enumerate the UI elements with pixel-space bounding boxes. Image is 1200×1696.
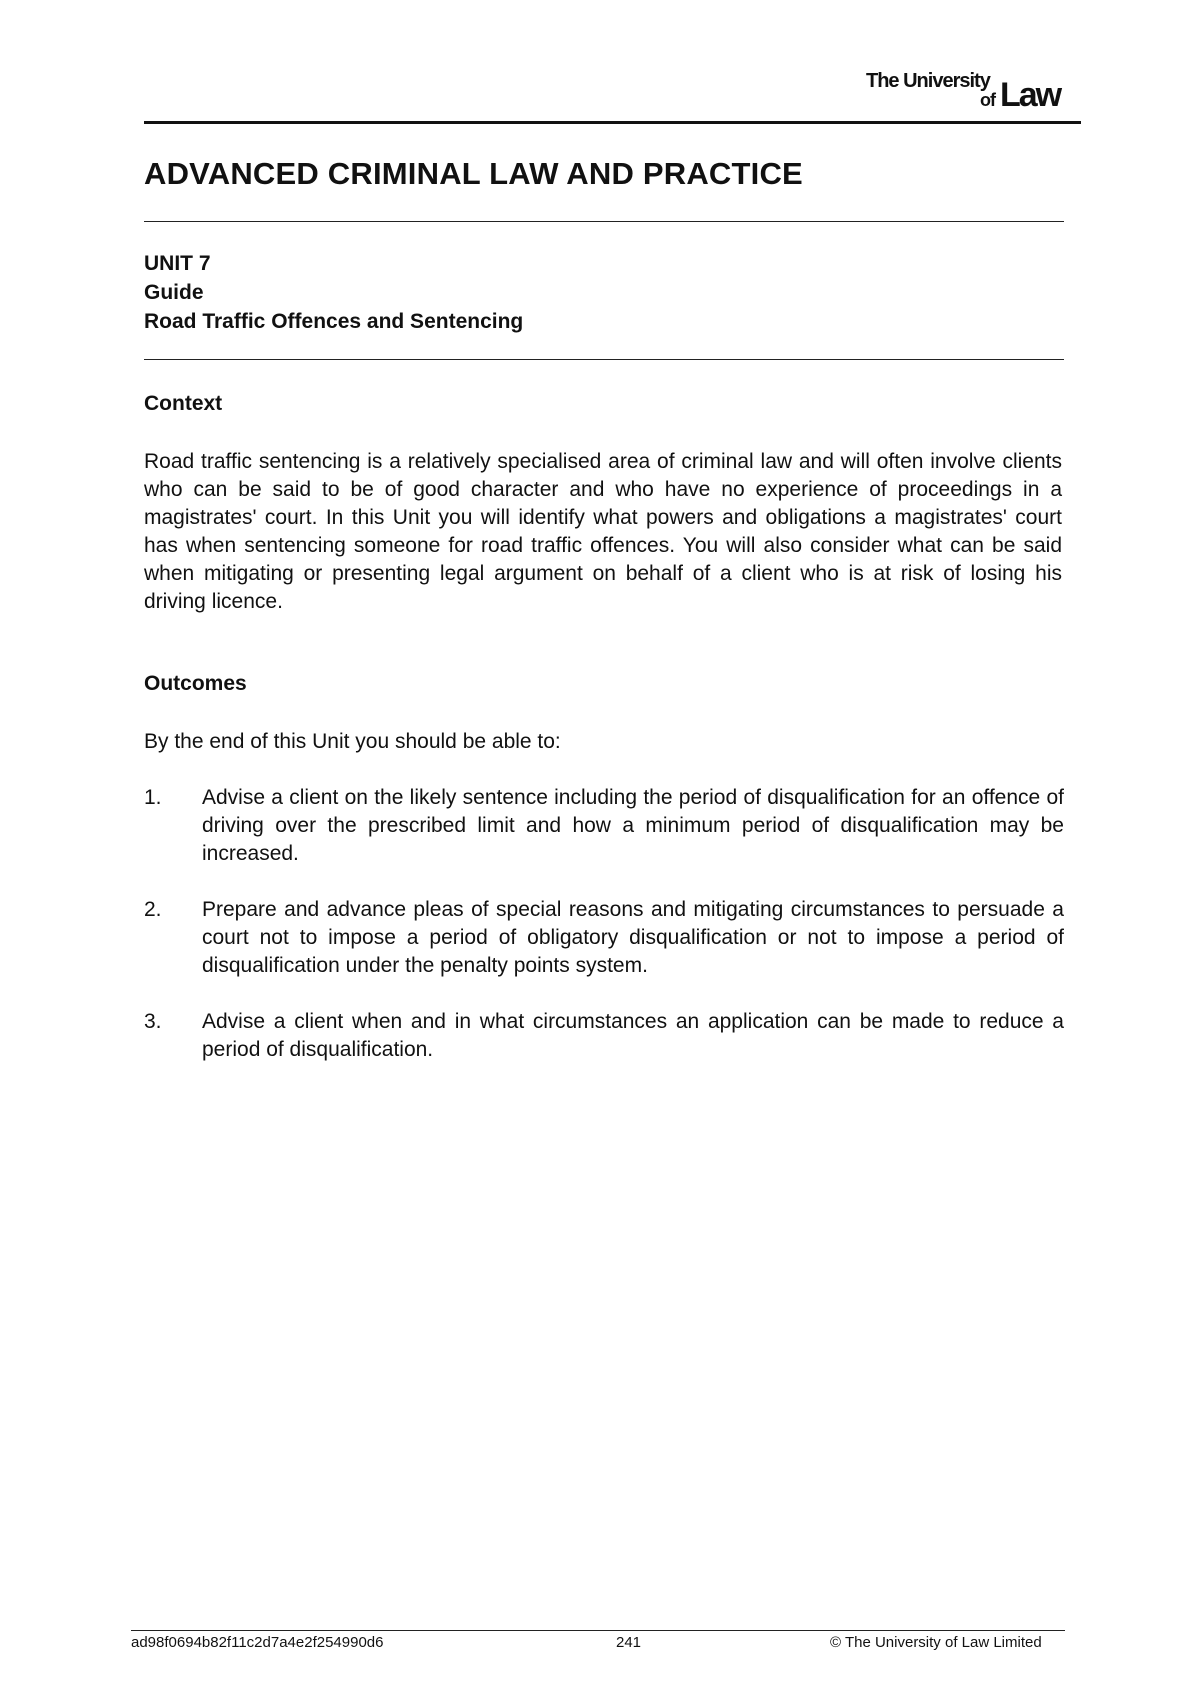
outcome-text: Prepare and advance pleas of special reasons and mitigating circumstances to persuade a court not to impose a period of obligatory disqualification or not to impose a period of disqualification under the penalty points system. [202, 898, 1064, 977]
outcome-text: Advise a client on the likely sentence including the period of disqualification for an offence of driving over the prescribed limit and how a minimum period of disqualification may be increased. [202, 786, 1064, 865]
footer-page-number: 241 [616, 1634, 642, 1651]
outcomes-heading: Outcomes [144, 672, 247, 695]
outcome-item-2 [144, 896, 1064, 980]
page-title: ADVANCED CRIMINAL LAW AND PRACTICE [144, 156, 803, 191]
outcome-number: 3. [144, 1010, 162, 1033]
logo-line1: The University [866, 70, 990, 92]
unit-subject: Road Traffic Offences and Sentencing [144, 310, 524, 333]
university-logo [866, 70, 1076, 114]
unit-block [144, 249, 523, 336]
outcome-item-3 [144, 1008, 1064, 1064]
footer-document-id: ad98f0694b82f11c2d7a4e2f254990d6 [131, 1634, 384, 1651]
outcome-number: 2. [144, 898, 162, 921]
unit-type: Guide [144, 281, 204, 304]
outcome-number: 1. [144, 786, 162, 809]
outcome-text: Advise a client when and in what circumstances an application can be made to reduce a period of disqualification. [202, 1010, 1064, 1061]
outcomes-intro: By the end of this Unit you should be able to: [144, 730, 561, 753]
outcome-item-1 [144, 784, 1064, 868]
title-divider [144, 221, 1064, 222]
logo-of: of [980, 90, 995, 110]
unit-divider [144, 359, 1064, 360]
footer-copyright: © The University of Law Limited [830, 1634, 1042, 1651]
context-paragraph: Road traffic sentencing is a relatively specialised area of criminal law and will often involve clients who can be said to be of good character and who have no experience of proceedings in a magistrates' court. In this Unit you will identify what powers and obligations a magistrates' court has when sentencing someone for road traffic offences. You will also consider what can be said when mitigating or presenting legal argument on behalf of a client who is at risk of losing his driving licence. [144, 450, 1062, 613]
footer-rule [131, 1630, 1065, 1631]
header-rule [144, 121, 1081, 124]
unit-number: UNIT 7 [144, 252, 211, 275]
context-heading: Context [144, 392, 223, 415]
logo-law: Law [1000, 76, 1061, 114]
